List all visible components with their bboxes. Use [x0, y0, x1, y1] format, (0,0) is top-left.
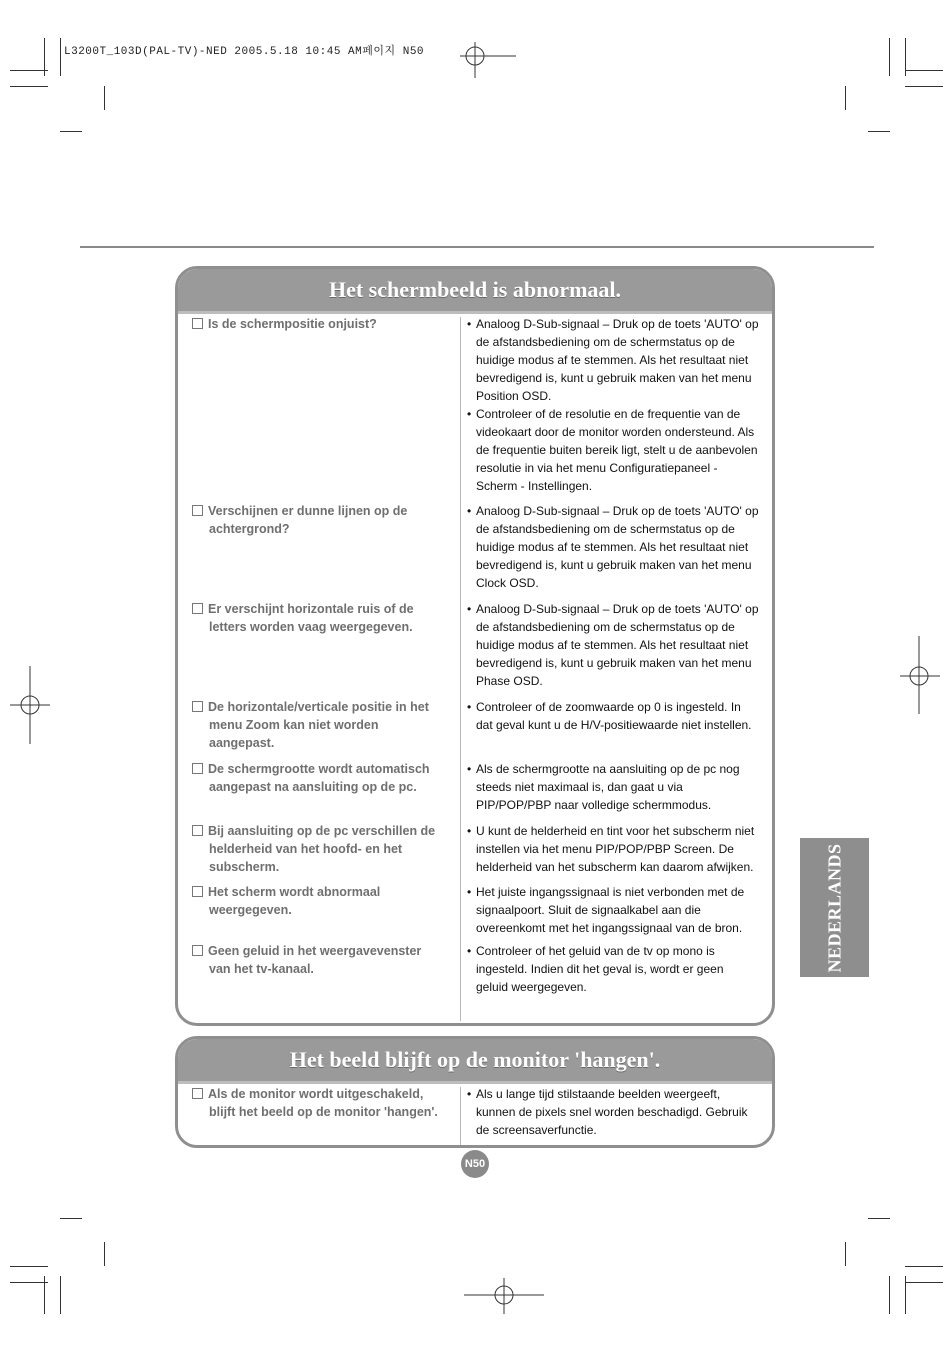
answer-bullet: [467, 315, 773, 405]
troubleshooting-panel-display: [175, 266, 775, 1026]
faq-answer: [467, 760, 773, 814]
faq-question: [192, 942, 442, 978]
answer-line: de screensaverfunctie.: [476, 1123, 597, 1137]
question-line: Bij aansluiting op de pc verschillen de: [208, 824, 436, 838]
question-line: achtergrond?: [209, 522, 290, 536]
answer-line: huidige modus af te stemmen. Als het resultaat niet: [476, 638, 749, 652]
answer-line: • Controleer of de resolutie en de frequentie van de: [476, 407, 741, 421]
question-line: De schermgrootte wordt automatisch: [208, 762, 430, 776]
question-line: Er verschijnt horizontale ruis of de: [208, 602, 414, 616]
page-number-badge: N50: [461, 1150, 489, 1178]
answer-line: de frequentie buiten bereik ligt, stelt u de aanbevolen: [476, 443, 758, 457]
answer-line: Scherm - Instellingen.: [476, 479, 593, 493]
faq-question: [192, 1085, 442, 1121]
question-line: weergegeven.: [209, 903, 292, 917]
answer-line: Phase OSD.: [476, 674, 543, 688]
print-header: L3200T_103D(PAL-TV)-NED 2005.5.18 10:45 AM페이지 N50: [64, 46, 425, 58]
answer-line: kunnen de pixels snel worden beschadigd. Gebruik: [476, 1105, 748, 1119]
faq-answer: [467, 1085, 773, 1139]
answer-line: bevredigend is, kunt u gebruik maken van het menu: [476, 558, 752, 572]
answer-line: resolutie in via het menu Configuratiepaneel -: [476, 461, 718, 475]
answer-line: dat geval kunt u de H/V-positiewaarde niet instellen.: [476, 718, 752, 732]
column-divider: [460, 317, 461, 1021]
answer-line: overeenkomt met het ingangssignaal van de bron.: [476, 921, 743, 935]
faq-question: [192, 760, 442, 796]
answer-line: huidige modus af te stemmen. Als het resultaat niet: [476, 353, 749, 367]
answer-line: bevredigend is, kunt u gebruik maken van het menu: [476, 371, 752, 385]
answer-line: Clock OSD.: [476, 576, 539, 590]
question-line: Het scherm wordt abnormaal: [208, 885, 381, 899]
checkbox-icon: [192, 886, 203, 897]
answer-bullet: [467, 405, 773, 495]
answer-line: signaalpoort. Sluit de signaalkabel aan die: [476, 903, 701, 917]
answer-line: • Als de schermgrootte na aansluiting op de pc nog: [476, 762, 740, 776]
answer-line: instellen via het menu PIP/POP/PBP Screen. De: [476, 842, 734, 856]
answer-bullet: [467, 942, 773, 996]
answer-line: helderheid van het subscherm kan daarom afwijken.: [476, 860, 754, 874]
question-line: letters worden vaag weergegeven.: [209, 620, 413, 634]
answer-line: geluid weergegeven.: [476, 980, 587, 994]
checkbox-icon: [192, 505, 203, 516]
answer-bullet: [467, 600, 773, 690]
checkbox-icon: [192, 701, 203, 712]
answer-line: de afstandsbediening om de schermstatus op de: [476, 620, 735, 634]
answer-line: • Analoog D-Sub-signaal – Druk op de toets 'AUTO' op: [476, 504, 759, 518]
faq-answer: [467, 698, 773, 734]
question-line: Geen geluid in het weergavevenster: [208, 944, 422, 958]
question-line: menu Zoom kan niet worden: [209, 718, 379, 732]
question-line: aangepast.: [209, 736, 275, 750]
question-line: Verschijnen er dunne lijnen op de: [208, 504, 408, 518]
answer-line: • Analoog D-Sub-signaal – Druk op de toets 'AUTO' op: [476, 602, 759, 616]
answer-bullet: [467, 822, 773, 876]
troubleshooting-panel-image-sticking: [175, 1036, 775, 1148]
answer-line: • Controleer of het geluid van de tv op mono is: [476, 944, 715, 958]
faq-answer: [467, 315, 773, 495]
question-line: Als de monitor wordt uitgeschakeld,: [208, 1087, 424, 1101]
question-line: aangepast na aansluiting op de pc.: [209, 780, 417, 794]
registration-mark-bottom: [464, 1276, 546, 1316]
checkbox-icon: [192, 318, 203, 329]
answer-line: • Controleer of de zoomwaarde op 0 is ingesteld. In: [476, 700, 741, 714]
faq-answer: [467, 883, 773, 937]
faq-answer: [467, 822, 773, 876]
registration-mark-left: [8, 666, 52, 746]
question-line: van het tv-kanaal.: [209, 962, 314, 976]
checkbox-icon: [192, 825, 203, 836]
column-divider: [460, 1087, 461, 1145]
faq-question: [192, 822, 442, 876]
answer-bullet: [467, 1085, 773, 1139]
language-tab: [800, 838, 869, 977]
question-line: Is de schermpositie onjuist?: [208, 317, 377, 331]
faq-question: [192, 698, 442, 752]
answer-line: PIP/POP/PBP naar volledige schermmodus.: [476, 798, 712, 812]
answer-line: • Als u lange tijd stilstaande beelden weergeeft,: [476, 1087, 721, 1101]
faq-question: [192, 883, 442, 919]
answer-line: de afstandsbediening om de schermstatus op de: [476, 335, 735, 349]
registration-mark-right: [898, 636, 942, 716]
checkbox-icon: [192, 603, 203, 614]
answer-line: • Het juiste ingangssignaal is niet verbonden met de: [476, 885, 745, 899]
faq-question: [192, 600, 442, 636]
registration-mark-top: [460, 40, 520, 80]
faq-answer: [467, 600, 773, 690]
panel-title: Het beeld blijft op de monitor 'hangen'.: [178, 1039, 772, 1084]
answer-line: steeds niet maximaal is, dan gaat u via: [476, 780, 683, 794]
answer-bullet: [467, 502, 773, 592]
answer-bullet: [467, 698, 773, 734]
answer-line: ingesteld. Indien dit het geval is, wordt er geen: [476, 962, 724, 976]
answer-line: bevredigend is, kunt u gebruik maken van het menu: [476, 656, 752, 670]
answer-bullet: [467, 883, 773, 937]
answer-line: • U kunt de helderheid en tint voor het subscherm niet: [476, 824, 755, 838]
answer-line: • Analoog D-Sub-signaal – Druk op de toets 'AUTO' op: [476, 317, 759, 331]
checkbox-icon: [192, 1088, 203, 1099]
language-tab-label: NEDERLANDS: [824, 842, 844, 973]
top-rule: [80, 246, 874, 248]
checkbox-icon: [192, 763, 203, 774]
answer-bullet: [467, 760, 773, 814]
answer-line: videokaart door de monitor worden ondersteund. Als: [476, 425, 755, 439]
question-line: helderheid van het hoofd- en het: [209, 842, 403, 856]
answer-line: Position OSD.: [476, 389, 552, 403]
question-line: De horizontale/verticale positie in het: [208, 700, 429, 714]
question-line: subscherm.: [209, 860, 280, 874]
faq-answer: [467, 502, 773, 592]
faq-question: [192, 315, 442, 333]
answer-line: de afstandsbediening om de schermstatus op de: [476, 522, 735, 536]
faq-question: [192, 502, 442, 538]
question-line: blijft het beeld op de monitor 'hangen'.: [209, 1105, 438, 1119]
panel-title: Het schermbeeld is abnormaal.: [178, 269, 772, 314]
answer-line: huidige modus af te stemmen. Als het resultaat niet: [476, 540, 749, 554]
checkbox-icon: [192, 945, 203, 956]
faq-answer: [467, 942, 773, 996]
